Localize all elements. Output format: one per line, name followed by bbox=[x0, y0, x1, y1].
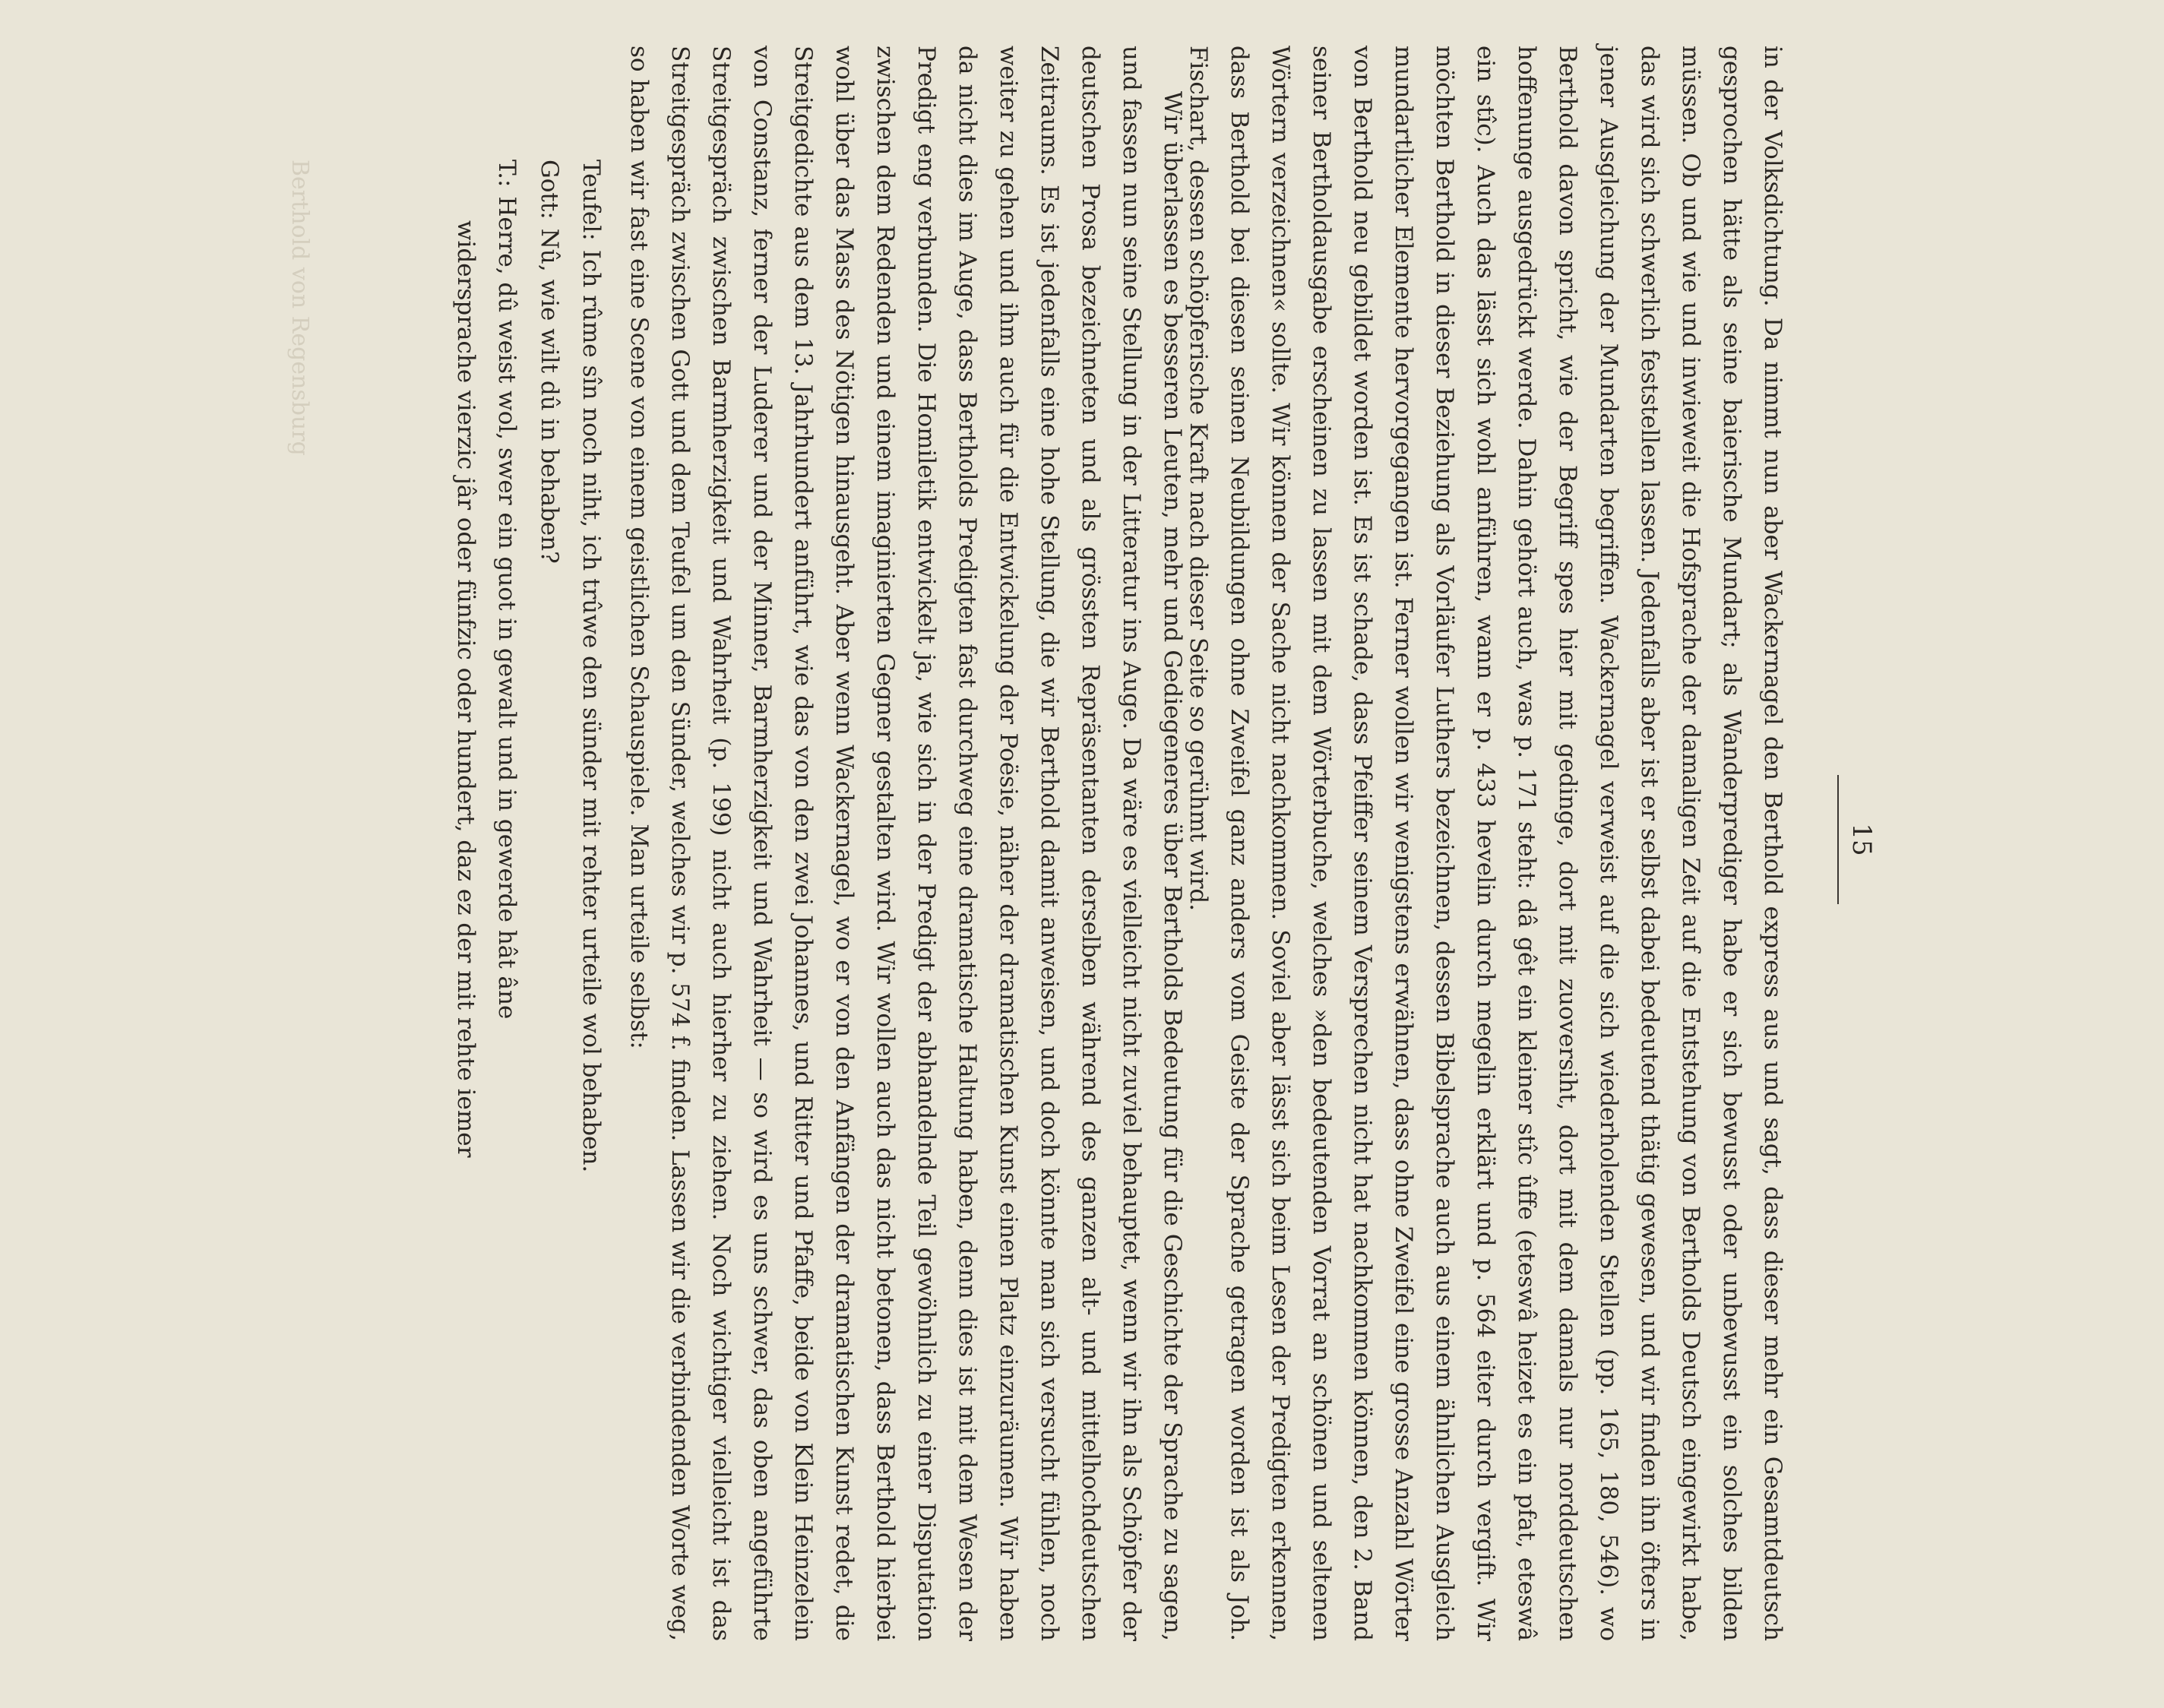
dialogue-line-4 bbox=[445, 220, 486, 1641]
dialogue-line-1 bbox=[571, 160, 612, 1603]
paragraph-1: in der Volksdichtung. Da nimmt nun aber Wackernagel den Berthold express aus und sagt, dass dieser mehr ein Gesamtdeutsch gesprochen hätte als seine baierische Mundart; als Wanderprediger habe er sich bewusst oder unbewusst ein solches bilden müssen. Ob und wie und inwieweit die Hofsprache der damaligen Zeit auf die Entstehung von Bertholds Deutsch eingewirkt habe, das wird sich schwerlich feststellen lassen. Jedenfalls aber ist er selbst dabei bedeutend thätig gewesen, und wir finden ihn öfters in jener Ausgleichung der Mundarten begriffen. Wackernagel verweist auf die sich wiederholenden Stellen (pp. 165, 180, 546). wo Berthold davon spricht, wie der Begriff spes hier mit gedinge, dort mit zuoversiht, dort mit dem damals nur norddeutschen hoffenunge ausgedrückt werde. Dahin gehört auch, was p. 171 steht: dâ gêt ein kleiner stîc ûffe (eteswâ heizet es ein pfat, eteswâ ein stîc). Auch das lässt sich wohl anführen, wann er p. 433 hevelin durch megelin erklärt und p. 564 eiter durch vergift. Wir möchten Berthold in dieser Beziehung als Vorläufer Luthers bezeichnen, dessen Bibelsprache auch aus einem ähnlichen Ausgleich mundartlicher Elemente hervorgegangen ist. Ferner wollen wir wenigstens erwähnen, dass ohne Zweifel eine grosse Anzahl Wörter von Berthold neu gebildet worden ist. Es ist schade, dass Pfeiffer seinem Versprechen nicht hat nachkommen können, den 2. Band seiner Bertholdausgabe erscheinen zu lassen mit dem Wörterbuche, welches »den bedeutenden Vorrat an schönen und seltenen Wörtern verzeichnen« sollte. Wir können der Sache nicht nachkommen. Soviel aber lässt sich beim Lesen der Predigten erkennen, dass Berthold bei diesen seinen Neubildungen ohne Zweifel ganz anders vom Geiste der Sprache getragen worden ist als Joh. Fischart, dessen schöpferische Kraft nach dieser Seite so gerühmt wird. bbox=[1185, 46, 1786, 1641]
dialogue-text: Herre, dû weist wol, swer ein guot in gewalt und in gewerde hât âne bbox=[493, 196, 520, 1020]
bleed-through-text: Berthold von Regensburg bbox=[286, 160, 313, 456]
page-number: 15 bbox=[1846, 823, 1877, 856]
dialogue-speaker: Gott: bbox=[536, 160, 563, 220]
dialogue-text: Nû, wie wilt dû in behaben? bbox=[536, 228, 563, 564]
dialogue-line-2 bbox=[529, 160, 570, 1603]
dialogue-line-3 bbox=[486, 160, 527, 1641]
paragraph-2: Wir überlassen es besseren Leuten, mehr und Gediegeneres über Bertholds Bedeutung für die Geschichte der Sprache zu sagen, und fassen nun seine Stellung in der Litteratur ins Auge. Da wäre es vielleicht nicht zuviel behauptet, wenn wir ihn als Schöpfer der deutschen Prosa bezeichneten und als grössten Repräsentanten derselben während des ganzen alt- und mittelhochdeutschen Zeitraums. Es ist jedenfalls eine hohe Stellung, die wir Berthold damit anweisen, und doch könnte man sich versucht fühlen, noch weiter zu gehen und ihm auch für die Entwickelung der Poësie, näher der dramatischen Kunst einen Platz einzuräumen. Wir haben da nicht dies im Auge, dass Bertholds Predigten fast durchweg eine dramatische Haltung haben, denn dies ist mit dem Wesen der Predigt eng verbunden. Die Homiletik entwickelt ja, wie sich in der Predigt der abhandelnde Teil gewöhnlich zu einer Disputation zwischen dem Redenden und einem imaginierten Gegner gestalten wird. Wir wollen auch das nicht betonen, dass Berthold hierbei wohl über das Mass des Nötigen hinausgeht. Aber wenn Wackernagel, wo er von den Anfängen der dramatischen Kunst redet, die Streitgedichte aus dem 13. Jahrhundert anführt, wie das von den zwei Johannes, und Ritter und Pfaffe, beide von Klein Heinzelein von Constanz, ferner der Luderer und der Minner, Barmherzigkeit und Wahrheit — so wird es uns schwer, das oben angeführte Streitgespräch zwischen Barmherzigkeit und Wahrheit (p. 199) nicht auch hierher zu ziehen. Noch wichtiger vielleicht ist das Streitgespräch zwischen Gott und dem Teufel um den Sünder, welches wir p. 574 f. finden. Lassen wir die verbindenden Worte weg, so haben wir fast eine Scene von einem geistlichen Schauspiele. Man urteile selbst: bbox=[625, 46, 1186, 1641]
dialogue-speaker: T.: bbox=[493, 160, 520, 188]
rotated-text-block bbox=[167, 46, 1877, 1649]
dialogue-speaker: Teufel: bbox=[577, 160, 605, 241]
dialogue-text: widersprache vierzic jâr oder fünfzic oder hundert, daz ez der mit rehte iemer bbox=[452, 220, 479, 1158]
dialogue-text: Ich rûme sîn noch niht, ich trûwe den sünder mit rehter urteile wol behaben. bbox=[577, 249, 605, 1173]
page-number-rule bbox=[1837, 775, 1839, 904]
